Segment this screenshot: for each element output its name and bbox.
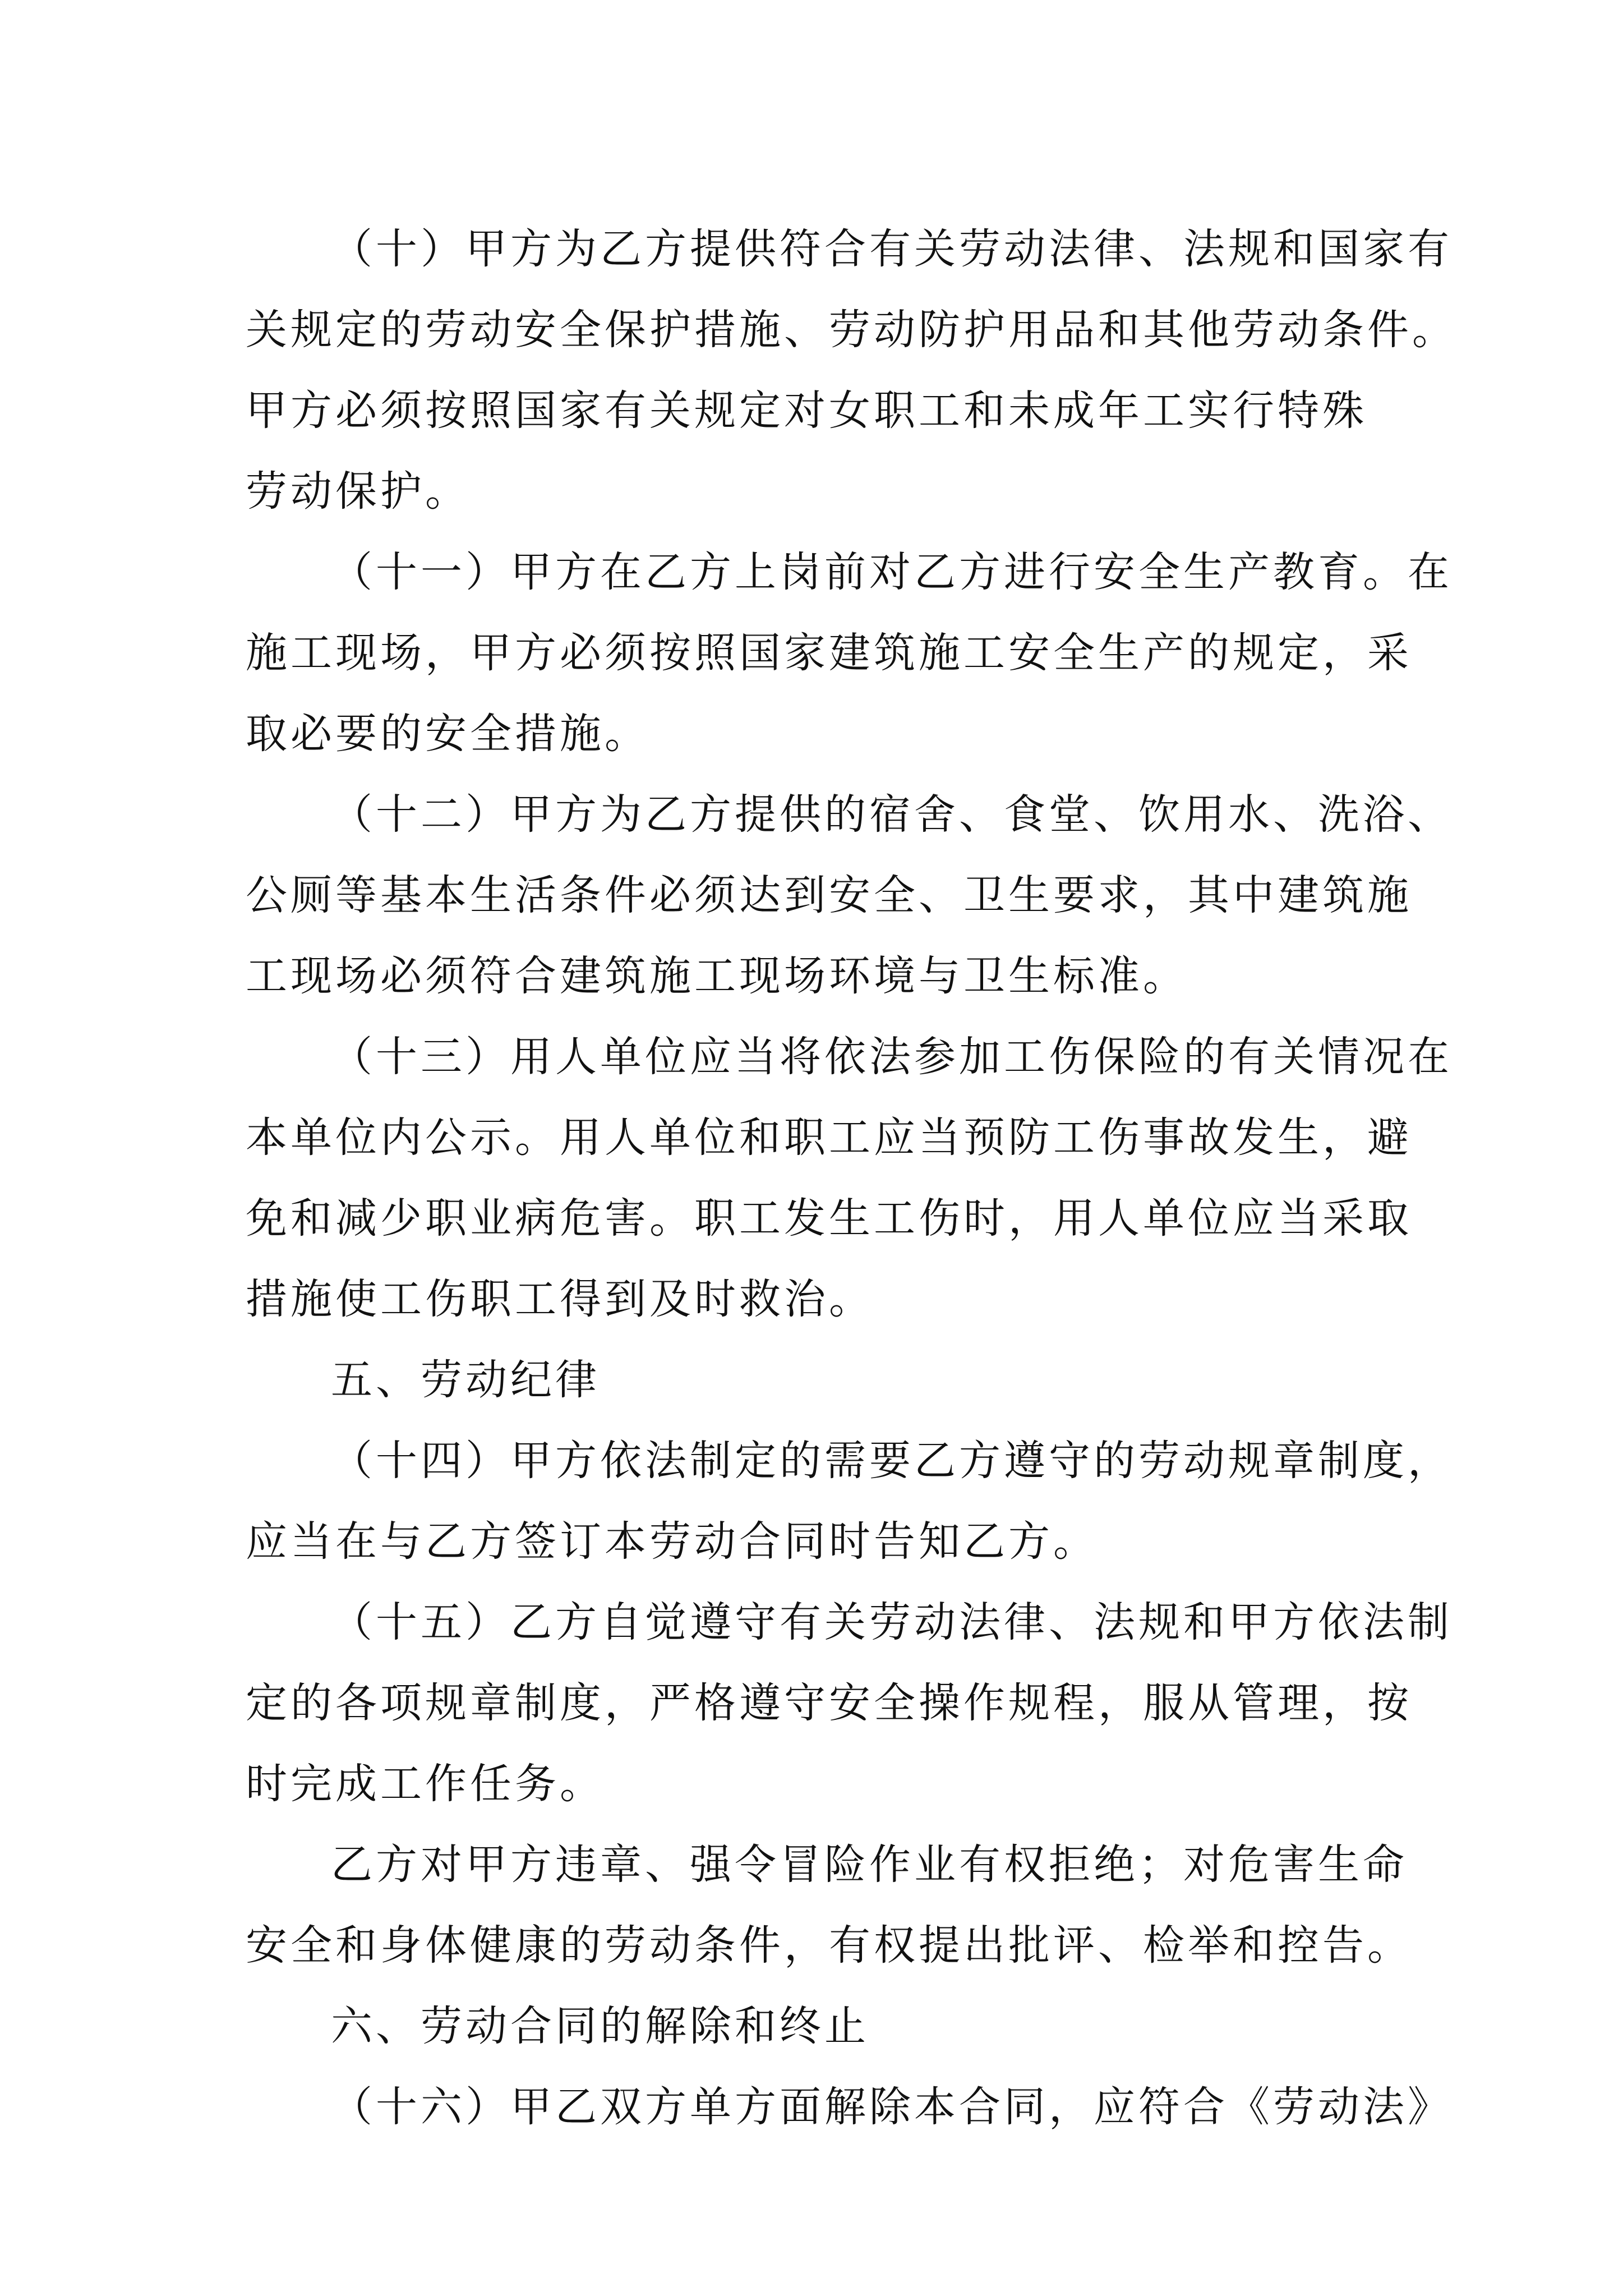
text-line: （十二）甲方为乙方提供的宿舍、食堂、饮用水、洗浴、: [331, 790, 1453, 839]
text-line: 安全和身体健康的劳动条件，有权提出批评、检举和控告。: [246, 1921, 1412, 1970]
text-line: （十）甲方为乙方提供符合有关劳动法律、法规和国家有: [331, 225, 1453, 273]
section-heading: 六、劳动合同的解除和终止: [331, 2002, 869, 2050]
text-line: 甲方必须按照国家有关规定对女职工和未成年工实行特殊: [246, 386, 1367, 435]
text-line: （十四）甲方依法制定的需要乙方遵守的劳动规章制度，: [331, 1437, 1453, 1485]
text-line: 乙方对甲方违章、强令冒险作业有权拒绝；对危害生命: [331, 1841, 1408, 1889]
text-line: 措施使工伤职工得到及时救治。: [246, 1275, 874, 1323]
text-line: 工现场必须符合建筑施工现场环境与卫生标准。: [246, 952, 1188, 1000]
text-line: 定的各项规章制度，严格遵守安全操作规程，服从管理，按: [246, 1679, 1412, 1727]
text-line: （十六）甲乙双方单方面解除本合同，应符合《劳动法》: [331, 2083, 1453, 2131]
text-line: （十五）乙方自觉遵守有关劳动法律、法规和甲方依法制: [331, 1598, 1453, 1646]
text-line: 时完成工作任务。: [246, 1760, 605, 1808]
text-line: 劳动保护。: [246, 467, 470, 516]
document-body: [246, 209, 1457, 2147]
text-line: 公厕等基本生活条件必须达到安全、卫生要求，其中建筑施: [246, 871, 1412, 919]
text-line: 施工现场，甲方必须按照国家建筑施工安全生产的规定，采: [246, 629, 1412, 677]
text-line: 免和减少职业病危害。职工发生工伤时，用人单位应当采取: [246, 1194, 1412, 1243]
text-line: （十一）甲方在乙方上岗前对乙方进行安全生产教育。在: [331, 548, 1453, 596]
text-line: 取必要的安全措施。: [246, 710, 649, 758]
section-heading: 五、劳动纪律: [331, 1356, 600, 1404]
text-line: 关规定的劳动安全保护措施、劳动防护用品和其他劳动条件。: [246, 306, 1457, 354]
text-line: （十三）用人单位应当将依法参加工伤保险的有关情况在: [331, 1033, 1453, 1081]
text-line: 本单位内公示。用人单位和职工应当预防工伤事故发生，避: [246, 1114, 1412, 1162]
text-line: 应当在与乙方签订本劳动合同时告知乙方。: [246, 1517, 1098, 1566]
